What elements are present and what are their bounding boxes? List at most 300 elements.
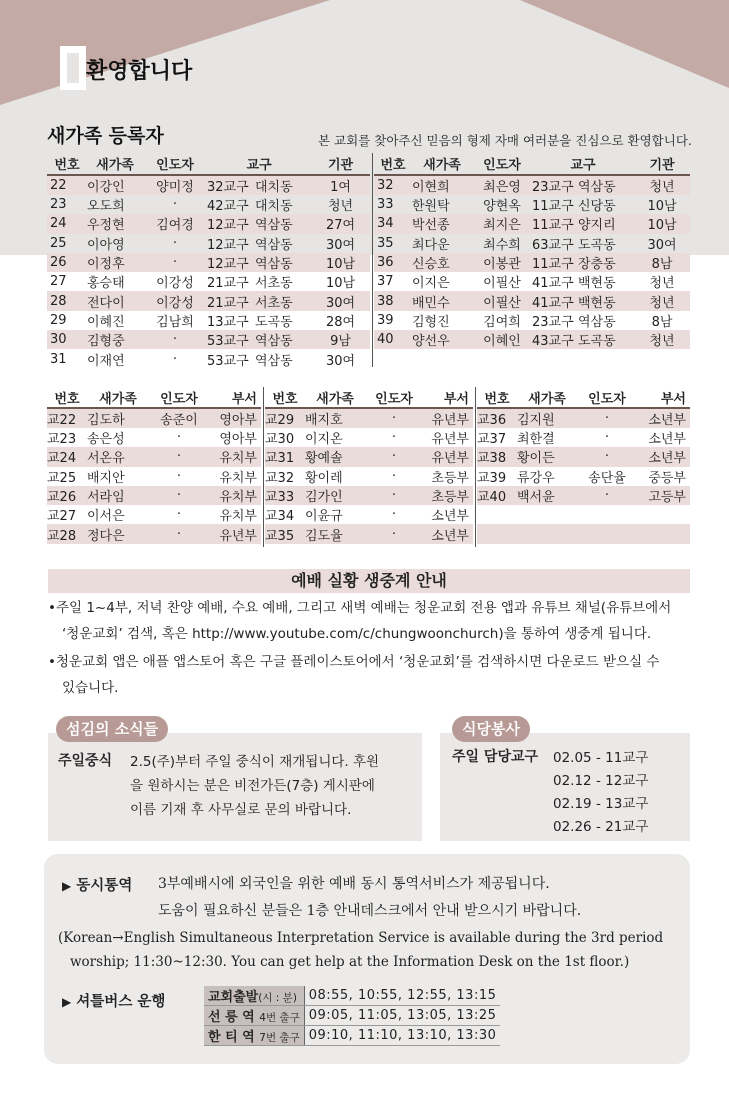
header-cell: 인도자 — [472, 153, 532, 175]
member-name: 한원탁 — [412, 199, 450, 215]
parish: 12교구 — [207, 237, 249, 253]
table-divider — [475, 387, 476, 547]
table-header-row — [47, 387, 261, 408]
member-name: 신승호 — [412, 253, 472, 272]
table-row — [374, 272, 690, 291]
table-row — [265, 486, 473, 505]
area: 서초동 — [255, 276, 293, 292]
area: 역삼동 — [255, 253, 311, 272]
organization: 10남 — [311, 253, 370, 272]
parish: 42교구 — [207, 199, 249, 215]
table-row — [374, 330, 690, 349]
guide-name: · — [365, 486, 423, 505]
parish: 63교구 — [532, 237, 574, 253]
header-cell: 번호 — [47, 387, 87, 408]
meal-schedule-item: 02.26 - 21교구 — [553, 819, 649, 835]
member-name: 황이레 — [305, 470, 343, 486]
table-row — [477, 408, 690, 428]
table-row — [47, 175, 370, 195]
table-row — [477, 428, 690, 447]
department-table-1 — [47, 387, 261, 544]
row-number: 교39 — [477, 470, 507, 486]
guide-name: · — [149, 524, 209, 543]
table-row — [477, 486, 690, 505]
department: 고등부 — [637, 486, 690, 505]
organization: 10남 — [634, 214, 690, 233]
guide-name: · — [149, 447, 209, 466]
row-number: 교28 — [47, 524, 87, 543]
member-name: 이강인 — [87, 175, 143, 195]
guide-name: 양현옥 — [483, 199, 521, 215]
broadcast-line: ‘청운교회’ 검색, 혹은 http://www.youtube.com/c/chungwoonchurch)을 통하여 생중계 됩니다. — [62, 626, 652, 642]
guide-name: · — [604, 430, 610, 446]
department-table-3 — [477, 387, 690, 544]
table-divider — [372, 153, 373, 367]
shuttle-times: 08:55, 10:55, 12:55, 13:15 — [304, 986, 500, 1006]
header-cell: 교구 — [207, 153, 311, 175]
department: 소년부 — [431, 509, 469, 525]
department: 유치부 — [209, 447, 261, 466]
organization: 10남 — [325, 276, 356, 292]
table-header-row — [47, 153, 370, 175]
broadcast-line: 있습니다. — [62, 680, 119, 696]
member-name: 이지은 — [412, 276, 450, 292]
area: 대치동 — [255, 175, 311, 195]
member-name: 배지안 — [87, 470, 125, 486]
table-row — [47, 467, 261, 486]
lunch-label: 주일중식 — [58, 753, 113, 769]
parish: 13교구 — [207, 314, 249, 330]
table-row — [47, 234, 370, 253]
guide-name: 김여경 — [143, 214, 207, 233]
guide-name: · — [143, 330, 207, 349]
service-news-badge: 섬김의 소식들 — [56, 716, 168, 742]
header-cell: 번호 — [374, 153, 412, 175]
department — [637, 524, 690, 543]
shuttle-label: 셔틀버스 운행 — [76, 994, 166, 1010]
department: 초등부 — [431, 470, 469, 486]
empty-cell — [412, 349, 472, 368]
member-name: 홍승태 — [87, 276, 125, 292]
parish: 11교구 — [532, 199, 574, 215]
member-name: 정다은 — [87, 524, 149, 543]
area: 역삼동 — [578, 175, 634, 195]
shuttle-heading — [62, 990, 165, 1011]
guide-name: 최지은 — [472, 214, 532, 233]
member-name: 오도희 — [87, 199, 125, 215]
header-cell: 번호 — [47, 153, 87, 175]
header-cell: 새가족 — [87, 153, 143, 175]
organization: 9남 — [311, 330, 370, 349]
table-row — [374, 311, 690, 330]
member-name: 서라임 — [87, 486, 149, 505]
header-cell: 새가족 — [305, 387, 365, 408]
guide-name: 최수희 — [483, 237, 521, 253]
member-name — [517, 524, 577, 543]
header-cell: 인도자 — [365, 387, 423, 408]
department: 영아부 — [209, 408, 261, 428]
member-name: 이지온 — [305, 432, 343, 448]
row-number: 교32 — [265, 470, 295, 486]
guide-name: · — [391, 468, 397, 484]
guide-name: 이필산 — [472, 291, 532, 310]
table-row-empty — [477, 505, 690, 524]
row-number: 39 — [377, 312, 394, 328]
organization: 청년 — [634, 291, 690, 310]
row-number: 교34 — [265, 509, 295, 525]
member-name: 양선우 — [412, 330, 472, 349]
header-cell: 교구 — [532, 153, 634, 175]
organization: 청년 — [327, 199, 354, 215]
meal-schedule-item: 02.19 - 13교구 — [553, 796, 649, 812]
registration-table-right — [374, 153, 690, 369]
shuttle-table — [204, 986, 500, 1046]
member-name: 전다이 — [87, 291, 143, 310]
parish: 11교구 — [532, 214, 578, 233]
guide-name — [577, 524, 637, 543]
department: 유년부 — [423, 447, 473, 466]
table-row — [265, 408, 473, 428]
guide-name: 이강성 — [156, 276, 194, 292]
header-cell: 인도자 — [577, 387, 637, 408]
triangle-icon: ▶ — [62, 879, 72, 893]
header-cell: 부서 — [423, 387, 473, 408]
lunch-notice-line: 이름 기재 후 사무실로 문의 바랍니다. — [130, 802, 352, 818]
department-table-2 — [265, 387, 473, 544]
member-name: 우정현 — [87, 214, 143, 233]
shuttle-times: 09:10, 11:10, 13:10, 13:30 — [304, 1026, 500, 1046]
interpretation-line: (Korean→English Simultaneous Interpretation Service is available during the 3rd period — [58, 930, 664, 946]
triangle-icon: ▶ — [62, 995, 72, 1009]
member-name: 황이든 — [517, 447, 577, 466]
parish: 32교구 — [207, 175, 255, 195]
row-number: 교30 — [265, 432, 295, 448]
guide-name — [577, 505, 637, 524]
member-name: 김도하 — [87, 408, 149, 428]
parish: 43교구 — [532, 330, 578, 349]
area: 도곡동 — [578, 330, 634, 349]
area: 역삼동 — [255, 237, 293, 253]
guide-name: 이필산 — [483, 276, 521, 292]
member-name: 황예솔 — [305, 447, 365, 466]
table-row-empty — [374, 349, 690, 368]
registration-table-left — [47, 153, 370, 369]
empty-cell — [578, 349, 634, 368]
table-row — [47, 428, 261, 447]
department: 유치부 — [219, 470, 257, 486]
table-row — [477, 447, 690, 466]
guide-name: · — [365, 447, 423, 466]
department — [637, 505, 690, 524]
guide-name: · — [176, 430, 182, 446]
guide-name: 이봉관 — [472, 253, 532, 272]
table-row — [374, 234, 690, 253]
row-number: 교37 — [477, 432, 507, 448]
row-number: 27 — [50, 274, 67, 290]
parish: 11교구 — [532, 253, 578, 272]
row-number: 22 — [47, 175, 87, 195]
guide-name: 양미정 — [143, 175, 207, 195]
row-number: 교33 — [265, 486, 305, 505]
table-row-empty — [477, 524, 690, 543]
area: 역삼동 — [578, 314, 616, 330]
header-cell: 번호 — [477, 387, 517, 408]
table-row — [47, 253, 370, 272]
row-number — [477, 524, 517, 543]
broadcast-line: •청운교회 앱은 애플 앱스토어 혹은 구글 플레이스토어에서 ‘청운교회’를 검색하시면 다운로드 받으실 수 — [48, 654, 660, 670]
table-row — [47, 291, 370, 310]
department: 유년부 — [209, 524, 261, 543]
organization: 27여 — [311, 214, 370, 233]
row-number: 31 — [50, 351, 67, 367]
page-title: 환영합니다 — [86, 59, 193, 84]
meal-service-badge: 식당봉사 — [452, 716, 530, 742]
header-cell: 번호 — [265, 387, 305, 408]
member-name: 이혜진 — [87, 314, 125, 330]
interpretation-line: 도움이 필요하신 분들은 1층 안내데스크에서 안내 받으시기 바랍니다. — [158, 903, 582, 919]
guide-name: 송단율 — [588, 470, 626, 486]
department: 유년부 — [423, 408, 473, 428]
guide-name: · — [365, 524, 423, 543]
parish: 21교구 — [207, 276, 249, 292]
guide-name: · — [577, 447, 637, 466]
department: 유치부 — [219, 509, 257, 525]
guide-name: · — [172, 197, 178, 213]
table-row — [47, 524, 261, 543]
broadcast-title: 예배 실황 생중계 안내 — [48, 569, 690, 593]
guide-name: 송준이 — [149, 408, 209, 428]
row-number — [477, 505, 517, 524]
organization: 10남 — [647, 199, 677, 215]
table-row — [47, 505, 261, 524]
table-row — [47, 349, 370, 368]
row-number: 35 — [377, 235, 394, 251]
area: 신당동 — [578, 199, 616, 215]
table-row — [374, 214, 690, 233]
lunch-notice — [130, 750, 379, 822]
organization: 청년 — [634, 330, 690, 349]
member-name: 이서은 — [87, 509, 125, 525]
interpretation-heading — [62, 874, 132, 895]
department: 소년부 — [637, 408, 690, 428]
parish: 21교구 — [207, 291, 255, 310]
row-number: 38 — [374, 291, 412, 310]
table-row — [265, 467, 473, 486]
guide-name: · — [172, 351, 178, 367]
meal-schedule-item: 02.05 - 11교구 — [553, 750, 649, 766]
table-row — [374, 291, 690, 310]
table-header-row — [374, 153, 690, 175]
department: 유년부 — [431, 432, 469, 448]
row-number: 32 — [374, 175, 412, 195]
header-cell: 인도자 — [143, 153, 207, 175]
member-name: 배민수 — [412, 291, 472, 310]
row-number: 25 — [50, 235, 67, 251]
shuttle-station: 한 티 역 7번 출구 — [204, 1026, 304, 1046]
row-number: 교22 — [47, 408, 87, 428]
department: 소년부 — [423, 524, 473, 543]
table-row — [374, 175, 690, 195]
guide-name: 김여희 — [483, 314, 521, 330]
member-name: 이윤규 — [305, 509, 343, 525]
member-name: 이정후 — [87, 253, 143, 272]
area: 도곡동 — [578, 237, 616, 253]
shuttle-station: 선 릉 역 4번 출구 — [204, 1006, 304, 1026]
table-row — [265, 524, 473, 543]
guide-name: 이강성 — [143, 291, 207, 310]
guide-name: · — [143, 253, 207, 272]
broadcast-bullet-2 — [48, 649, 698, 701]
table-row — [265, 505, 473, 524]
shuttle-row — [204, 1026, 500, 1046]
guide-name: · — [176, 507, 182, 523]
department: 소년부 — [648, 432, 686, 448]
parish: 53교구 — [207, 330, 255, 349]
header-cell: 새가족 — [412, 153, 472, 175]
meal-service-label: 주일 담당교구 — [452, 749, 539, 765]
area: 역삼동 — [255, 353, 293, 369]
row-number: 교29 — [265, 408, 305, 428]
parish: 23교구 — [532, 175, 578, 195]
member-name: 이현희 — [412, 175, 472, 195]
row-number: 교36 — [477, 408, 517, 428]
broadcast-bullet-1 — [48, 595, 698, 647]
area: 도곡동 — [255, 314, 293, 330]
table-row — [374, 253, 690, 272]
row-number: 교26 — [47, 486, 87, 505]
member-name: 김형중 — [87, 330, 143, 349]
organization: 8남 — [651, 314, 673, 330]
interpretation-label: 동시통역 — [76, 878, 133, 894]
lunch-notice-line: 2.5(주)부터 주일 중식이 재개됩니다. 후원 — [130, 754, 380, 770]
broadcast-line: •주일 1~4부, 저녁 찬양 예배, 수요 예배, 그리고 새벽 예배는 청운교회 전용 앱과 유튜브 채널(유튜브에서 — [48, 600, 672, 616]
shuttle-row — [204, 986, 500, 1006]
lunch-notice-line: 을 원하시는 분은 비전가든(7층) 게시판에 — [130, 778, 375, 794]
organization: 28여 — [325, 314, 356, 330]
row-number: 34 — [374, 214, 412, 233]
table-row — [47, 272, 370, 291]
row-number: 37 — [377, 274, 394, 290]
member-name: 최한결 — [517, 432, 555, 448]
guide-name: 김남희 — [156, 314, 194, 330]
guide-name: · — [176, 468, 182, 484]
member-name: 송은성 — [87, 432, 125, 448]
shuttle-station: 교회출발(시 : 분) — [204, 986, 304, 1006]
member-name: 김형진 — [412, 314, 450, 330]
interpretation-line: 3부예배시에 외국인을 위한 예배 동시 통역서비스가 제공됩니다. — [158, 876, 550, 892]
parish: 12교구 — [207, 253, 255, 272]
header-cell: 기관 — [634, 153, 690, 175]
shuttle-times: 09:05, 11:05, 13:05, 13:25 — [304, 1006, 500, 1026]
welcome-message: 본 교회를 찾아주신 믿음의 형제 자매 여러분을 진심으로 환영합니다. — [318, 133, 692, 148]
member-name: 김가인 — [305, 486, 365, 505]
empty-cell — [472, 349, 532, 368]
organization: 30여 — [311, 291, 370, 310]
row-number: 교24 — [47, 447, 87, 466]
table-header-row — [477, 387, 690, 408]
empty-cell — [532, 349, 578, 368]
member-name — [517, 505, 577, 524]
row-number: 교38 — [477, 447, 517, 466]
row-number: 28 — [47, 291, 87, 310]
member-name: 최다운 — [412, 237, 450, 253]
meal-schedule-item: 02.12 - 12교구 — [553, 773, 649, 789]
row-number: 교31 — [265, 447, 305, 466]
shuttle-row — [204, 1006, 500, 1026]
empty-cell — [634, 349, 690, 368]
member-name: 이아영 — [87, 237, 125, 253]
header-cell: 기관 — [311, 153, 370, 175]
table-row — [47, 330, 370, 349]
row-number: 23 — [50, 197, 67, 213]
row-number: 29 — [50, 312, 67, 328]
member-name: 김지원 — [517, 408, 577, 428]
member-name: 백서윤 — [517, 486, 577, 505]
row-number: 교35 — [265, 524, 305, 543]
interpretation-line: worship; 11:30~12:30. You can get help at the Information Desk on the 1st floor.) — [70, 954, 630, 970]
guide-name: · — [149, 486, 209, 505]
guide-name: · — [577, 486, 637, 505]
table-divider — [263, 387, 264, 547]
member-name: 박선종 — [412, 214, 472, 233]
department: 초등부 — [423, 486, 473, 505]
table-row — [47, 486, 261, 505]
area: 대치동 — [255, 199, 293, 215]
member-name: 서온유 — [87, 447, 149, 466]
row-number: 30 — [47, 330, 87, 349]
guide-name: · — [577, 408, 637, 428]
table-row — [47, 214, 370, 233]
member-name: 김도율 — [305, 524, 365, 543]
parish: 12교구 — [207, 214, 255, 233]
organization: 30여 — [325, 353, 356, 369]
table-row — [265, 447, 473, 466]
row-number: 교27 — [47, 509, 77, 525]
row-number: 24 — [47, 214, 87, 233]
department: 유치부 — [209, 486, 261, 505]
guide-name: 이혜인 — [472, 330, 532, 349]
guide-name: · — [172, 235, 178, 251]
table-row — [374, 195, 690, 214]
table-row — [47, 195, 370, 214]
table-row — [47, 408, 261, 428]
department: 소년부 — [637, 447, 690, 466]
department: 중등부 — [648, 470, 686, 486]
table-row — [477, 467, 690, 486]
row-number: 교25 — [47, 470, 77, 486]
organization: 30여 — [325, 237, 356, 253]
header-cell: 인도자 — [149, 387, 209, 408]
row-number: 36 — [374, 253, 412, 272]
header-cell: 부서 — [209, 387, 261, 408]
department: 영아부 — [219, 432, 257, 448]
row-number: 교40 — [477, 486, 517, 505]
organization: 1여 — [311, 175, 370, 195]
member-name: 류강우 — [517, 470, 555, 486]
area: 백현동 — [578, 291, 634, 310]
row-number: 교23 — [47, 432, 77, 448]
guide-name: · — [365, 408, 423, 428]
registration-title: 새가족 등록자 — [47, 125, 164, 147]
organization: 청년 — [649, 276, 675, 292]
parish: 23교구 — [532, 314, 574, 330]
header-cell: 새가족 — [87, 387, 149, 408]
header-cell: 새가족 — [517, 387, 577, 408]
member-name: 배지호 — [305, 408, 365, 428]
parish: 41교구 — [532, 291, 578, 310]
table-row — [47, 447, 261, 466]
parish: 53교구 — [207, 353, 249, 369]
